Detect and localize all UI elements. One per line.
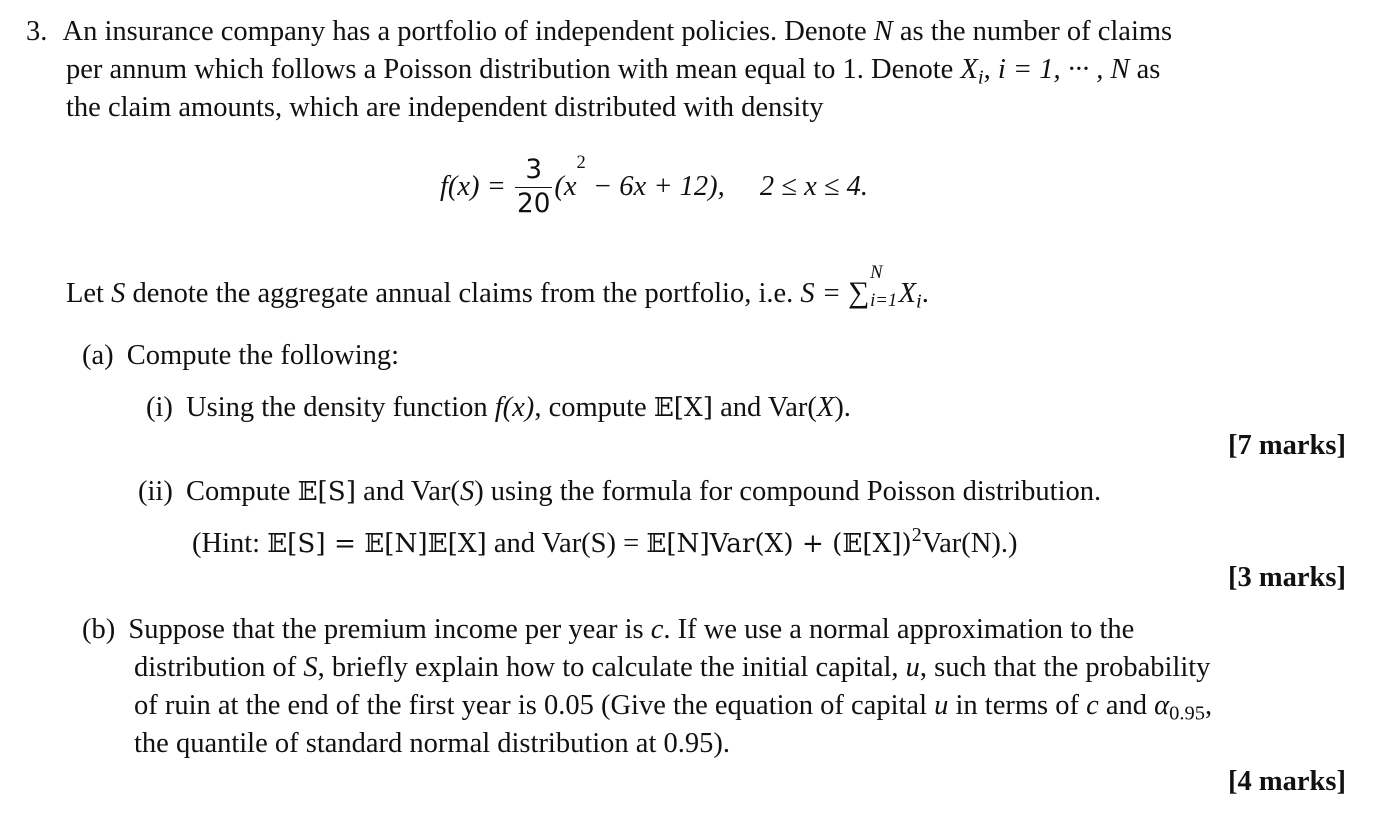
part-b-marks: [4 marks]	[1228, 766, 1346, 797]
sum-lower: i=1	[870, 290, 898, 311]
part-a-ii-var-s: S	[459, 476, 475, 507]
aggregate-term: X	[898, 278, 917, 309]
part-b-text-2-end: , briefly explain how to calculate the initial capital,	[317, 652, 899, 683]
question-line-1	[26, 18, 1172, 47]
part-a-i-ex: 𝔼[X]	[653, 393, 713, 423]
part-b-line-1	[82, 616, 1134, 645]
part-a-line	[82, 342, 399, 371]
density-fraction	[515, 156, 552, 219]
part-a-label: (a)	[82, 340, 114, 371]
part-a-i-fx: f(x)	[494, 392, 535, 423]
part-b-c-1: c	[650, 614, 664, 645]
question-number: 3.	[26, 16, 48, 47]
aggregate-end: .	[921, 278, 929, 309]
var-n-2: N	[1110, 54, 1130, 85]
var-x: X	[960, 54, 978, 85]
part-a-i-marks: [7 marks]	[1228, 430, 1346, 461]
density-rhs-1: (x	[554, 171, 577, 203]
part-b-alpha: α	[1154, 690, 1170, 721]
aggregate-start: Let	[66, 278, 104, 309]
part-b-u-1: u	[905, 652, 920, 683]
part-b-alpha-sub: 0.95	[1169, 702, 1206, 725]
aggregate-var-s: S	[111, 278, 126, 309]
aggregate-line	[66, 262, 929, 313]
part-a-i-label: (i)	[146, 392, 173, 423]
hint-open: (Hint:	[192, 527, 261, 559]
part-a-ii-hint	[192, 526, 1017, 558]
part-a-i-text-3: and Var(	[720, 392, 817, 423]
intro-text-1-end: as the number of claims	[899, 16, 1173, 47]
part-b-u-2: u	[934, 690, 949, 721]
intro-text-3: the claim amounts, which are independent distributed with density	[66, 92, 824, 123]
density-numerator: 3	[515, 156, 552, 188]
density-exponent: 2	[576, 152, 586, 173]
part-b-text-3-and: and	[1105, 690, 1148, 721]
density-lhs: f(x) =	[440, 171, 506, 203]
part-b-text-3-mid: in terms of	[955, 690, 1079, 721]
part-b-text-4: the quantile of standard normal distribution at 0.95).	[134, 728, 730, 759]
intro-text-2-end: as	[1136, 54, 1161, 85]
aggregate-eq: S =	[800, 278, 842, 309]
question-line-2	[66, 56, 1160, 88]
part-a-i-text-2: , compute	[534, 392, 647, 423]
part-b-line-4	[134, 730, 730, 759]
part-a-ii-line	[138, 478, 1101, 507]
sum-upper: N	[870, 262, 883, 283]
density-range: 2 ≤ x ≤ 4.	[759, 171, 868, 203]
part-a-ii-marks: [3 marks]	[1228, 562, 1346, 593]
part-b-text-3-end: ,	[1205, 690, 1213, 721]
var-n: N	[873, 16, 893, 47]
part-b-label: (b)	[82, 614, 116, 645]
part-a-ii-label: (ii)	[138, 476, 173, 507]
hint-eq-2: 𝔼[N]Var(X) + (𝔼[X])	[646, 528, 912, 559]
part-b-text-3: of ruin at the end of the first year is 0.05 (Give the equation of capital	[134, 690, 927, 721]
part-b-text-2: distribution of	[134, 652, 297, 683]
density-rhs-2: − 6x + 12),	[585, 171, 725, 203]
part-a-ii-es: 𝔼[S]	[297, 477, 356, 507]
part-b-line-2	[134, 654, 1210, 683]
index-range: , i = 1, ··· ,	[983, 54, 1104, 85]
part-b-line-3	[134, 692, 1212, 724]
part-a-text: Compute the following:	[126, 340, 400, 371]
part-a-ii-text-3: ) using the formula for compound Poisson distribution.	[474, 476, 1102, 507]
part-b-c-2: c	[1086, 690, 1099, 721]
question-line-3	[66, 94, 823, 123]
hint-eq-1: 𝔼[S] = 𝔼[N]𝔼[X]	[267, 528, 487, 559]
part-a-ii-text-2: and Var(	[363, 476, 460, 507]
part-a-i-text-4: ).	[834, 392, 851, 423]
density-denominator: 20	[517, 188, 551, 219]
part-b-text-1-end: . If we use a normal approximation to the	[663, 614, 1135, 645]
aggregate-term-sub: i	[916, 290, 922, 313]
hint-exponent: 2	[911, 524, 922, 546]
part-b-s: S	[303, 652, 318, 683]
intro-text-1: An insurance company has a portfolio of independent policies. Denote	[62, 16, 867, 47]
var-x-sub: i	[977, 66, 984, 89]
part-b-text-2-tail: , such that the probability	[919, 652, 1211, 683]
aggregate-mid: denote the aggregate annual claims from the portfolio, i.e.	[132, 278, 794, 309]
part-a-ii-text-1: Compute	[185, 476, 291, 507]
part-a-i-line	[146, 394, 851, 423]
sum-symbol: ∑ N i=1	[848, 262, 898, 311]
part-b-text-1: Suppose that the premium income per year is	[128, 614, 644, 645]
part-a-i-var-x: X	[816, 392, 835, 423]
density-formula	[440, 154, 868, 219]
hint-mid: and Var(S) =	[493, 527, 640, 559]
part-a-i-text-1: Using the density function	[186, 392, 488, 423]
hint-close: Var(N).)	[921, 527, 1018, 559]
intro-text-2: per annum which follows a Poisson distribution with mean equal to 1. Denote	[66, 54, 954, 85]
